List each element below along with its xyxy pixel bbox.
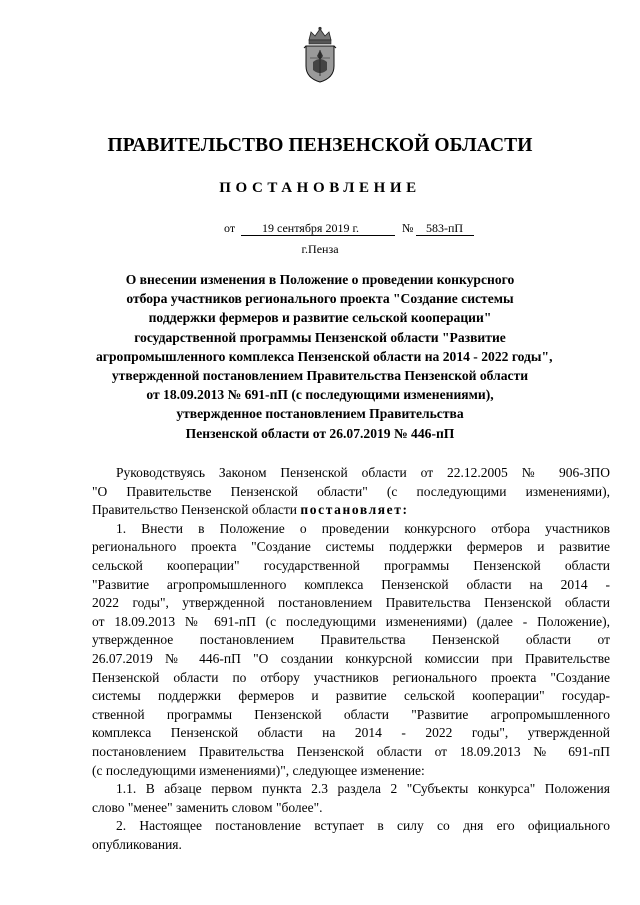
body-line: "Развитие агропромышленного комплекса Пензенской области на 2014 - [92,576,610,592]
resolution-keyword: постановляет: [300,502,409,518]
title-line: О внесении изменения в Положение о проведении конкурсного [125,272,515,287]
document-date: 19 сентября 2019 г. [262,221,360,235]
city-name: г.Пенза [301,242,339,256]
title-line: агропромышленного комплекса Пензенской области на 2014 - 2022 годы", [96,348,553,364]
body-line: 2. Настоящее постановление вступает в силу со дня его официального [116,818,610,834]
date-number-line [0,221,640,237]
body-line: слово "менее" заменить словом "более". [92,799,323,815]
body-line: Пензенской области по отбору участников регионального проекта "Создание [92,669,610,685]
body-line: Руководствуясь Законом Пензенской области от 22.12.2005 № 906-ЗПО [116,465,610,480]
body-line: сельской кооперации" государственной программы Пензенской области [92,557,610,573]
body-line: 2022 годы", утвержденной постановлением Правительства Пензенской области [92,595,610,611]
title-line: поддержки фермеров и развитие сельской кооперации" [148,310,492,326]
document-title [96,270,553,443]
body-line: 26.07.2019 № 446-пП "О создании конкурсной комиссии при Правительстве [92,650,610,666]
organization-title: ПРАВИТЕЛЬСТВО ПЕНЗЕНСКОЙ ОБЛАСТИ [107,135,533,156]
body-line [92,501,610,520]
title-line: утвержденное постановлением Правительства [176,406,464,422]
title-line: утвержденной постановлением Правительства Пензенской области [111,368,529,384]
title-line: государственной программы Пензенской области "Развитие [134,329,506,345]
document-body [92,464,610,854]
body-line: ственной программы Пензенской области "Развитие агропромышленного [92,706,610,722]
coat-of-arms-emblem [300,26,340,84]
body-line: от 18.09.2013 № 691-пП (с последующими изменениями) (далее - Положение), [92,613,610,629]
body-line: системы поддержки фермеров и развитие сельской кооперации" государ- [92,688,610,704]
number-underline [416,235,474,236]
body-text: Правительство Пензенской области [92,502,298,518]
title-line: отбора участников регионального проекта "Создание системы [126,291,514,307]
body-line: утвержденное постановлением Правительства Пензенской области от [92,632,610,648]
body-line: "О Правительстве Пензенской области" (с последующими изменениями), [92,483,610,499]
title-line: от 18.09.2013 № 691-пП (с последующими изменениями), [146,387,494,403]
body-line: 1.1. В абзаце первом пункта 2.3 раздела 2 "Субъекты конкурса" Положения [116,781,610,797]
title-line: Пензенской области от 26.07.2019 № 446-пП [185,425,455,441]
document-type-heading: ПОСТАНОВЛЕНИЕ [219,180,421,196]
number-prefix: № [402,221,414,235]
body-line: постановлением Правительства Пензенской области от 18.09.2013 № 691-пП [92,743,610,759]
body-line: опубликования. [92,836,182,852]
body-line: (с последующими изменениями)", следующее изменение: [92,762,425,778]
document-number: 583-пП [426,221,464,235]
date-underline [241,235,395,236]
body-line: регионального проекта "Создание системы поддержки фермеров и развитие [92,539,610,555]
date-prefix: от [224,221,236,235]
body-line: 1. Внести в Положение о проведении конкурсного отбора участников [116,520,610,536]
body-line: комплекса Пензенской области на 2014 - 2022 годы", утвержденной [92,725,610,741]
